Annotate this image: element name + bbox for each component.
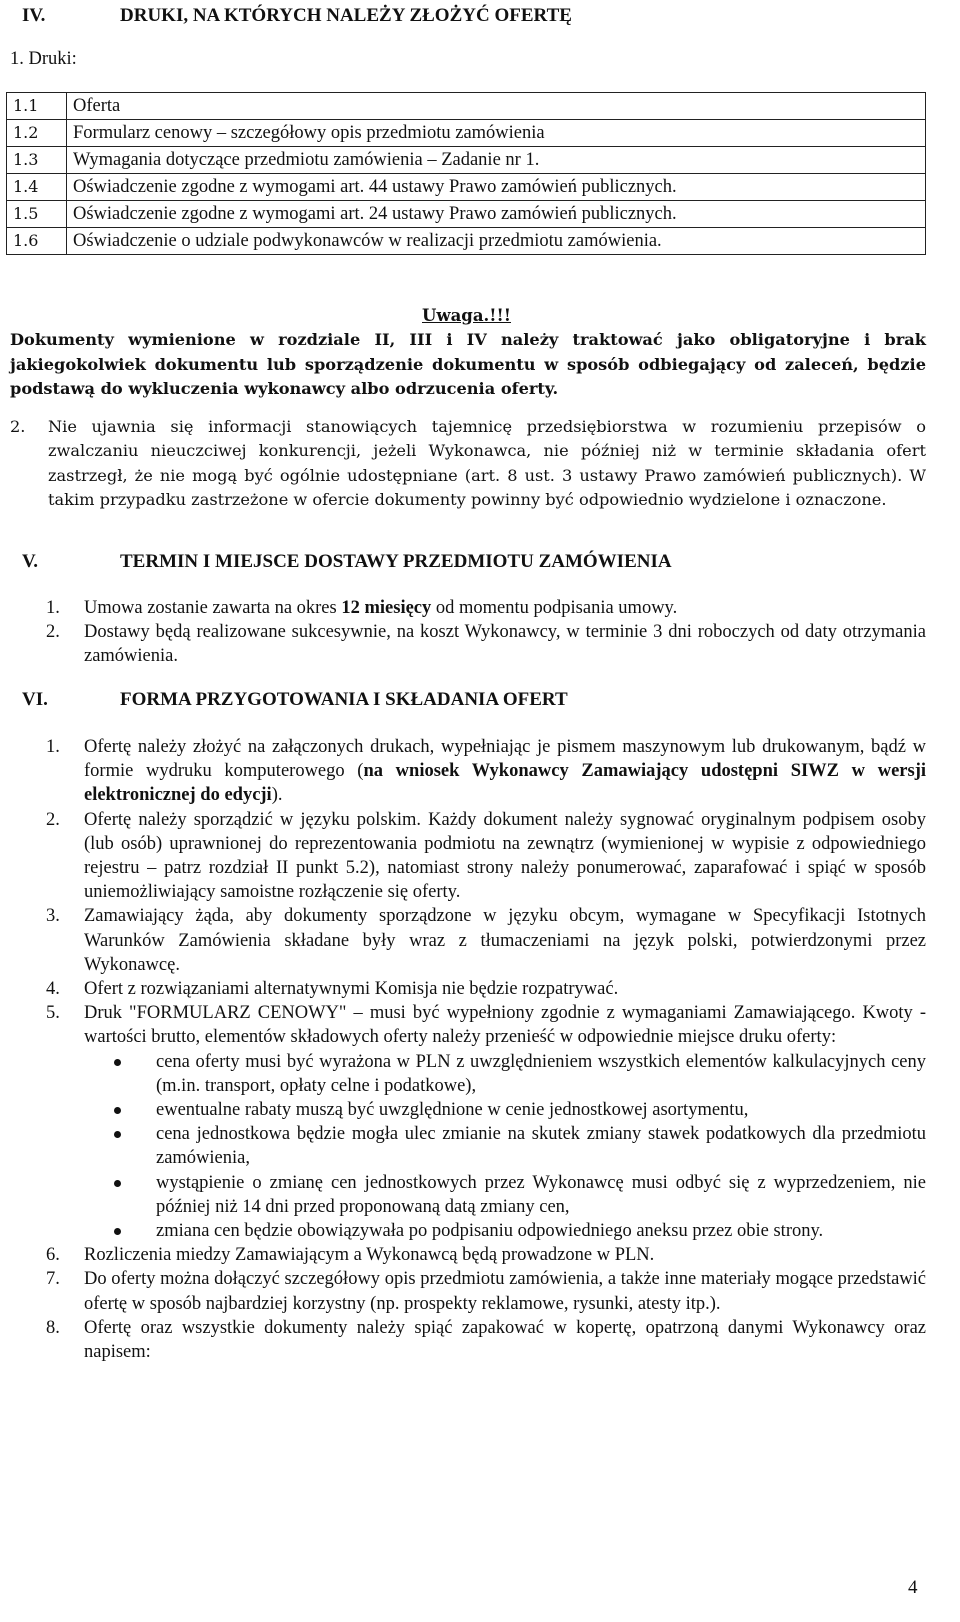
paragraph-number: 2. — [10, 417, 26, 436]
row-number: 1.4 — [7, 174, 67, 201]
uwaga-label: Uwaga.!!! — [422, 306, 511, 325]
list-item — [10, 735, 926, 808]
bullet-item — [84, 1098, 926, 1122]
section-vi-list — [10, 735, 926, 1364]
item-number: 1. — [46, 598, 60, 618]
section-number: V. — [22, 551, 39, 572]
bullet-text: zmiana cen będzie obowiązywała po podpisaniu odpowiedniego aneksu przez obie strony. — [156, 1221, 824, 1242]
item-text: Ofertę oraz wszystkie dokumenty należy spiąć zapakować w kopertę, opatrzoną danymi Wykonawcy oraz napisem: — [84, 1317, 926, 1363]
section-v-heading — [22, 550, 672, 574]
row-number: 1.5 — [7, 201, 67, 228]
bullet-icon — [114, 1107, 121, 1114]
bullet-text: wystąpienie o zmianę cen jednostkowych przez Wykonawcę musi odbyć się z wyprzedzeniem, nie później niż 14 dni przed proponowaną datą zmiany cen, — [156, 1172, 926, 1217]
section-iv-heading — [22, 4, 572, 28]
confidentiality-paragraph — [10, 415, 926, 513]
list-item — [10, 1243, 926, 1267]
item-number: 3. — [46, 906, 60, 927]
bullet-item — [84, 1050, 926, 1098]
list-item — [10, 620, 926, 668]
row-label: Wymagania dotyczące przedmiotu zamówienia – Zadanie nr 1. — [67, 147, 926, 174]
item-text: Rozliczenia miedzy Zamawiającym a Wykonawcą będą prowadzone w PLN. — [84, 1245, 655, 1266]
section-v-list — [10, 596, 926, 669]
section-title: TERMIN I MIEJSCE DOSTAWY PRZEDMIOTU ZAMÓWIENIA — [120, 551, 672, 572]
row-label: Formularz cenowy – szczegółowy opis przedmiotu zamówienia — [67, 120, 926, 147]
table-row — [7, 228, 926, 255]
druki-table — [6, 92, 926, 255]
page-number: 4 — [908, 1577, 918, 1598]
list-item — [10, 904, 926, 977]
item-text: Zamawiający żąda, aby dokumenty sporządzone w języku obcym, wymagane w Specyfikacji Istotnych Warunków Zamówienia składane były wraz z tłumaczeniami na język polski, potwierdzonymi przez Wykonawcę. — [84, 906, 926, 975]
table-row — [7, 120, 926, 147]
table-row — [7, 147, 926, 174]
row-label: Oświadczenie o udziale podwykonawców w realizacji przedmiotu zamówienia. — [67, 228, 926, 255]
bullet-text: cena jednostkowa będzie mogła ulec zmianie na skutek zmiany stawek podatkowych dla przedmiotu zamówienia, — [156, 1124, 926, 1169]
list-item — [10, 596, 926, 620]
section-number: VI. — [22, 689, 48, 710]
item-text: Druk "FORMULARZ CENOWY" – musi być wypełniony zgodnie z wymaganiami Zamawiającego. Kwoty - wartości brutto, elementów składowych oferty należy przenieść w odpowiednie miejsce druku oferty: — [84, 1003, 926, 1048]
item-bold-text: na wniosek Wykonawcy Zamawiający udostępni SIWZ w wersji elektronicznej do edycji — [84, 761, 926, 806]
bullet-icon — [114, 1059, 121, 1066]
item-text: Ofertę należy złożyć na załączonych drukach, wypełniając je pismem maszynowym lub drukowanym, bądź w formie wydruku komputerowego ( — [84, 737, 926, 782]
row-label: Oświadczenie zgodne z wymogami art. 44 ustawy Prawo zamówień publicznych. — [67, 174, 926, 201]
section-number: IV. — [22, 5, 46, 26]
bullet-icon — [114, 1180, 121, 1187]
section-title: DRUKI, NA KTÓRYCH NALEŻY ZŁOŻYĆ OFERTĘ — [120, 5, 572, 26]
item-number: 2. — [46, 622, 60, 643]
item-number: 2. — [46, 809, 60, 830]
item-text: Ofert z rozwiązaniami alternatywnymi Komisja nie będzie rozpatrywać. — [84, 979, 619, 1000]
bullet-icon — [114, 1131, 121, 1138]
item-number: 8. — [46, 1317, 60, 1338]
list-item — [10, 808, 926, 905]
item-number: 6. — [46, 1245, 60, 1266]
row-number: 1.3 — [7, 147, 67, 174]
row-label: Oferta — [67, 93, 926, 120]
item-bold-text: 12 miesięcy — [341, 598, 432, 618]
item-number: 7. — [46, 1269, 60, 1290]
section-title: FORMA PRZYGOTOWANIA I SKŁADANIA OFERT — [120, 689, 568, 710]
row-number: 1.2 — [7, 120, 67, 147]
druki-subheading: 1. Druki: — [10, 49, 77, 69]
item-number: 4. — [46, 979, 60, 1000]
list-item — [10, 1316, 926, 1364]
item-number: 1. — [46, 737, 60, 757]
bullet-icon — [114, 1228, 121, 1235]
item-text: Ofertę należy sporządzić w języku polskim. Każdy dokument należy sygnować oryginalnym podpisem osoby (lub osób) uprawnionej do reprezentowania podmiotu na zewnątrz (wymienionej w wypisie z odpowiedniego rejestru – patrz rozdział II punkt 5.2), natomiast strony należy ponumerować, zaparafować i spiąć w sposób uniemożliwiający samoistne rozłączenie się oferty. — [84, 809, 926, 903]
table-row — [7, 201, 926, 228]
bullet-text: ewentualne rabaty muszą być uwzględnione w cenie jednostkowej asortymentu, — [156, 1100, 749, 1121]
list-item — [10, 977, 926, 1001]
bullet-item — [84, 1219, 926, 1243]
item-text: Umowa zostanie zawarta na okres — [84, 598, 342, 618]
list-item — [10, 1001, 926, 1243]
bullet-item — [84, 1171, 926, 1219]
item-text: Dostawy będą realizowane sukcesywnie, na koszt Wykonawcy, w terminie 3 dni roboczych od daty otrzymania zamówienia. — [84, 622, 926, 667]
item-text: od momentu podpisania umowy. — [431, 598, 678, 618]
paragraph-text: Nie ujawnia się informacji stanowiących tajemnicę przedsiębiorstwa w rozumieniu przepisów o zwalczaniu nieuczciwej konkurencji, jeżeli Wykonawca, nie później niż w terminie składania ofert zastrzegł, że nie mogą być ogólnie udostępniane (art. 8 ust. 3 ustawy Prawo zamówień publicznych). W takim przypadku zastrzeżone w ofercie dokumenty powinny być odpowiednio wydzielone i oznaczone. — [48, 417, 926, 510]
list-item — [10, 1267, 926, 1315]
item-number: 5. — [46, 1003, 60, 1024]
bullet-list — [84, 1050, 926, 1244]
row-number: 1.1 — [7, 93, 67, 120]
section-vi-heading — [22, 688, 568, 712]
row-number: 1.6 — [7, 228, 67, 255]
table-row — [7, 93, 926, 120]
row-label: Oświadczenie zgodne z wymogami art. 24 ustawy Prawo zamówień publicznych. — [67, 201, 926, 228]
table-row — [7, 174, 926, 201]
bullet-text: cena oferty musi być wyrażona w PLN z uwzględnieniem wszystkich elementów kalkulacyjnych ceny (m.in. transport, opłaty celne i podatkowe), — [156, 1051, 926, 1096]
warning-text: Dokumenty wymienione w rozdziale II, III i IV należy traktować jako obligatoryjne i brak jakiegokolwiek dokumentu lub sporządzenie dokumentu w sposób odbiegający od zaleceń, będzie podstawą do wykluczenia wykonawcy albo odrzucenia oferty. — [10, 330, 926, 398]
item-text: Do oferty można dołączyć szczegółowy opis przedmiotu zamówienia, a także inne materiały mogące przedstawić ofertę w sposób najbardziej korzystny (np. prospekty reklamowe, rysunki, atesty itp.). — [84, 1269, 926, 1314]
item-text: ). — [271, 785, 283, 806]
bullet-item — [84, 1122, 926, 1170]
